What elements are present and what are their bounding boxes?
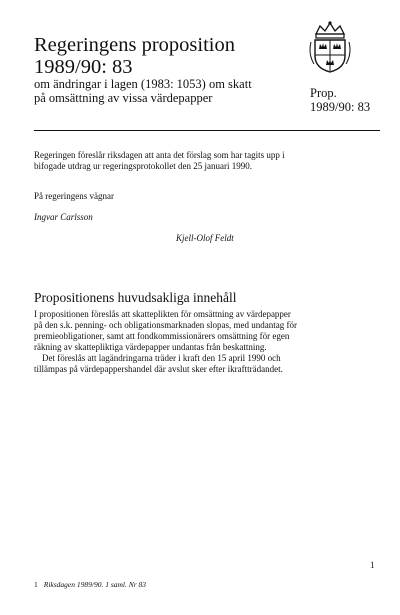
proposition-reference — [310, 86, 370, 114]
subtitle-line-2: på omsättning av vissa värdepapper — [34, 91, 213, 105]
footer-source-text: Riksdagen 1989/90. 1 saml. Nr 83 — [43, 580, 147, 589]
coat-of-arms-icon — [306, 20, 354, 74]
footer-source — [34, 580, 146, 589]
p1-line-3: premieobligationer, samt att fondkommissionärers omsättning för egen — [34, 331, 290, 341]
title-line-1: Regeringens proposition — [34, 34, 235, 56]
intro-paragraph — [34, 150, 374, 172]
p2-line-1: Det föreslås att lagändringarna träder i kraft den 15 april 1990 och — [42, 353, 281, 363]
summary-paragraph-1 — [34, 309, 376, 353]
intro-line-2: bifogade utdrag ur regeringsprotokollet den 25 januari 1990. — [34, 161, 252, 171]
ref-line-2: 1989/90: 83 — [310, 100, 371, 114]
document-title — [34, 34, 235, 78]
title-line-2: 1989/90: 83 — [34, 56, 133, 78]
summary-paragraph-2 — [34, 353, 376, 375]
p1-line-4: räkning av skattepliktiga värdepapper undantas från beskattning. — [34, 342, 267, 352]
p2-line-2: tillämpas på värdepappershandel där avslut sker efter ikraftträdandet. — [34, 364, 283, 374]
subtitle-line-1: om ändringar i lagen (1983: 1053) om skatt — [34, 77, 252, 91]
header-divider — [34, 130, 380, 131]
summary-heading: Propositionens huvudsakliga innehåll — [34, 290, 237, 305]
page-number: 1 — [370, 560, 375, 570]
signatory-1: Ingvar Carlsson — [34, 212, 93, 222]
on-behalf-text: På regeringens vägnar — [34, 191, 114, 201]
ref-line-1: Prop. — [310, 86, 337, 100]
summary-body — [34, 309, 376, 375]
p1-line-1: I propositionen föreslås att skatteplikten för omsättning av värdepapper — [34, 309, 291, 319]
intro-line-1: Regeringen föreslår riksdagen att anta det förslag som har tagits upp i — [34, 150, 285, 160]
footer-page-prefix: 1 — [34, 580, 38, 589]
p1-line-2: på den s.k. penning- och obligationsmarknaden slopas, med undantag för — [34, 320, 297, 330]
signatory-2: Kjell-Olof Feldt — [176, 233, 234, 243]
document-subtitle — [34, 77, 252, 105]
